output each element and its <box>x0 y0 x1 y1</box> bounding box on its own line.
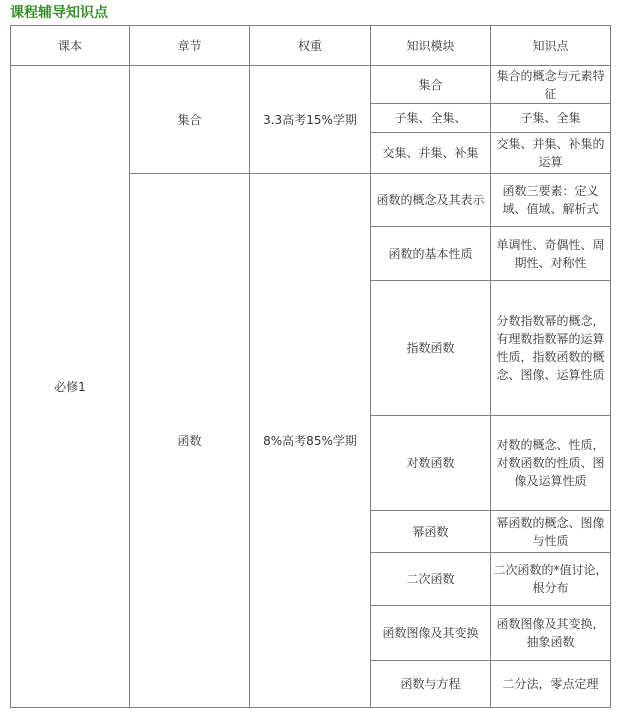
module-cell: 子集、全集、 <box>371 104 491 133</box>
table-row <box>11 66 611 104</box>
module-cell: 对数函数 <box>371 416 491 511</box>
header-module: 知识模块 <box>371 26 491 66</box>
chapter-cell: 集合 <box>130 66 250 174</box>
point-cell: 二分法，零点定理 <box>491 661 611 708</box>
module-cell: 函数图像及其变换 <box>371 606 491 661</box>
weight-cell: 8%高考85%学期 <box>250 174 371 708</box>
point-cell: 函数三要素：定义域、值域、解析式 <box>491 174 611 227</box>
textbook-cell: 必修1 <box>11 66 130 708</box>
point-cell: 交集、并集、补集的运算 <box>491 133 611 174</box>
header-weight: 权重 <box>250 26 371 66</box>
point-cell: 分数指数幂的概念，有理数指数幂的运算性质，指数函数的概念、图像、运算性质 <box>491 281 611 416</box>
module-cell: 集合 <box>371 66 491 104</box>
page-title: 课程辅导知识点 <box>10 5 108 21</box>
point-cell: 单调性、奇偶性、周期性、对称性 <box>491 227 611 281</box>
module-cell: 函数的基本性质 <box>371 227 491 281</box>
module-cell: 交集、并集、补集 <box>371 133 491 174</box>
point-cell: 对数的概念、性质，对数函数的性质、图像及运算性质 <box>491 416 611 511</box>
weight-cell: 3.3高考15%学期 <box>250 66 371 174</box>
header-textbook: 课本 <box>11 26 130 66</box>
module-cell: 幂函数 <box>371 511 491 553</box>
header-row <box>11 26 611 66</box>
chapter-cell: 函数 <box>130 174 250 708</box>
module-cell: 函数与方程 <box>371 661 491 708</box>
module-cell: 二次函数 <box>371 553 491 606</box>
header-chapter: 章节 <box>130 26 250 66</box>
knowledge-table <box>10 25 611 708</box>
module-cell: 指数函数 <box>371 281 491 416</box>
point-cell: 幂函数的概念、图像与性质 <box>491 511 611 553</box>
header-point: 知识点 <box>491 26 611 66</box>
point-cell: 集合的概念与元素特征 <box>491 66 611 104</box>
module-cell: 函数的概念及其表示 <box>371 174 491 227</box>
point-cell: 函数图像及其变换，抽象函数 <box>491 606 611 661</box>
point-cell: 子集、全集 <box>491 104 611 133</box>
point-cell: 二次函数的*值讨论，根分布 <box>491 553 611 606</box>
